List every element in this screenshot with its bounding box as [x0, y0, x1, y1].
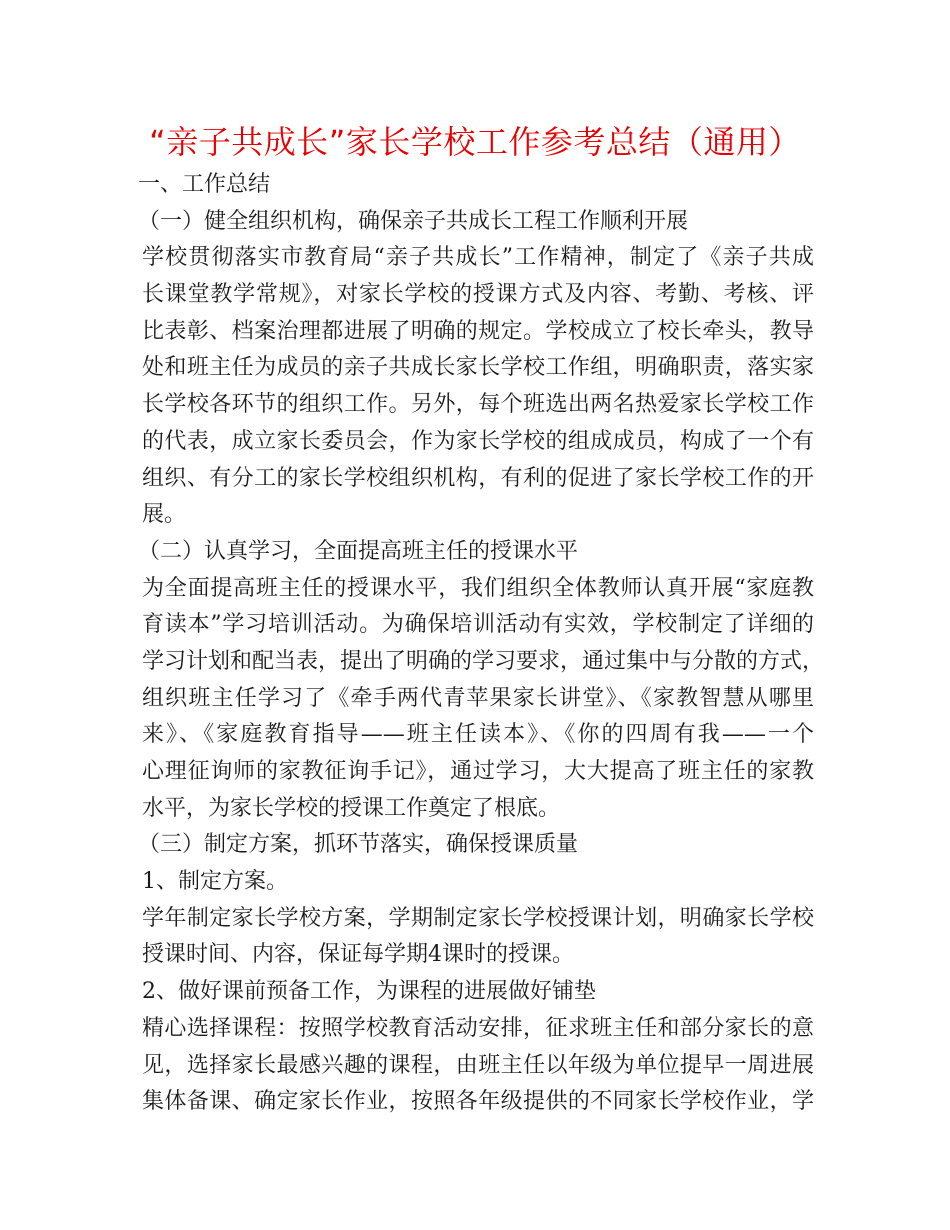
- paragraph-line: 学年制定家长学校方案，学期制定家长学校授课计划，明确家长学校: [142, 905, 814, 931]
- paragraph-line: 组织班主任学习了《牵手两代青苹果家长讲堂》、《家教智慧从哪里: [142, 685, 814, 711]
- document-title: “亲子共成长”家长学校工作参考总结（通用）: [149, 123, 801, 161]
- paragraph-line: 的代表，成立家长委员会，作为家长学校的组成成员，构成了一个有: [142, 428, 814, 454]
- paragraph-line: 来》、《家庭教育指导——班主任读本》、《你的四周有我——一个: [142, 722, 814, 748]
- paragraph-line: 长学校各环节的组织工作。另外，每个班选出两名热爱家长学校工作: [142, 392, 814, 418]
- paragraph-line: 水平，为家长学校的授课工作奠定了根底。: [142, 795, 561, 821]
- paragraph-line: 为全面提高班主任的授课水平，我们组织全体教师认真开展“家庭教: [142, 575, 814, 601]
- paragraph-line: 心理征询师的家教征询手记》，通过学习，大大提高了班主任的家教: [142, 759, 814, 784]
- document-body: [138, 167, 825, 1121]
- paragraph-line: 见，选择家长最感兴趣的课程，由班主任以年级为单位提早一周进展: [142, 1052, 814, 1078]
- section-heading: （二）认真学习，全面提高班主任的授课水平: [138, 538, 579, 564]
- paragraph-line: 育读本”学习培训活动。为确保培训活动有实效，学校制定了详细的: [142, 612, 814, 638]
- section-heading: 一、工作总结: [138, 172, 271, 197]
- section-heading: （三）制定方案，抓环节落实，确保授课质量: [138, 832, 579, 858]
- paragraph-line: 集体备课、确定家长作业，按照各年级提供的不同家长学校作业，学: [142, 1089, 814, 1115]
- paragraph-line: 学校贯彻落实市教育局“亲子共成长”工作精神，制定了《亲子共成: [142, 245, 814, 271]
- paragraph-line: 精心选择课程：按照学校教育活动安排，征求班主任和部分家长的意: [142, 1015, 814, 1041]
- paragraph-line: 授课时间、内容，保证每学期4课时的授课。: [142, 942, 574, 968]
- paragraph-line: 长课堂教学常规》，对家长学校的授课方式及内容、考勤、考核、评: [142, 282, 814, 308]
- paragraph-line: 2、做好课前预备工作，为课程的进展做好铺垫: [142, 979, 596, 1005]
- section-heading: （一）健全组织机构，确保亲子共成长工程工作顺利开展: [138, 208, 689, 234]
- paragraph-line: 学习计划和配当表，提出了明确的学习要求，通过集中与分散的方式，: [142, 648, 825, 674]
- paragraph-line: 比表彰、档案治理都进展了明确的规定。学校成立了校长牵头，教导: [142, 318, 814, 344]
- paragraph-line: 1、制定方案。: [142, 869, 288, 895]
- paragraph-line: 组织、有分工的家长学校组织机构，有利的促进了家长学校工作的开: [142, 465, 814, 491]
- paragraph-line: 展。: [142, 502, 187, 528]
- paragraph-line: 处和班主任为成员的亲子共成长家长学校工作组，明确职责，落实家: [142, 355, 814, 381]
